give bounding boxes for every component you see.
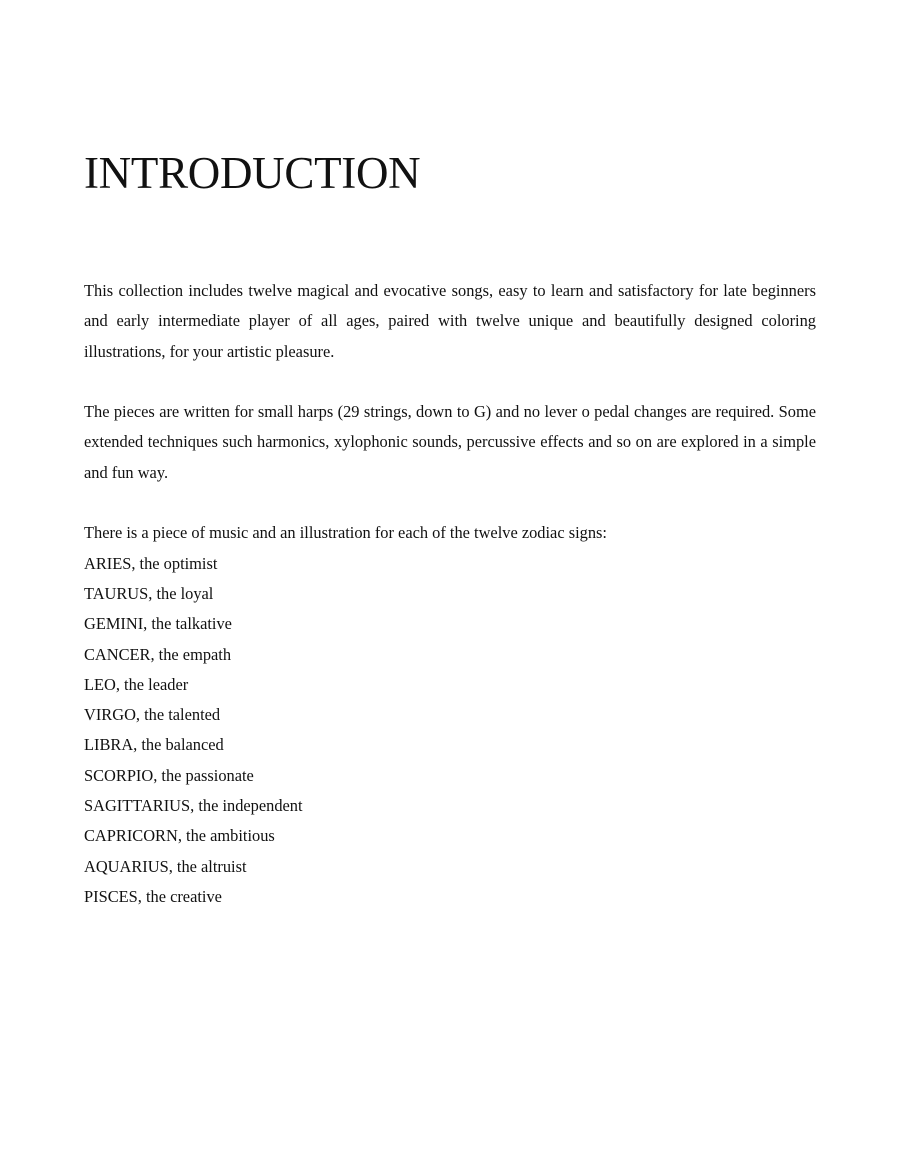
intro-paragraph-collection: This collection includes twelve magical and evocative songs, easy to learn and satisfactory for late beginners and early intermediate player of all ages, paired with twelve unique and beautifully designed coloring illustrations, for your artistic pleasure. [84, 281, 816, 361]
zodiac-sign-gemini: GEMINI, the talkative [84, 614, 232, 634]
zodiac-sign-cancer: CANCER, the empath [84, 644, 232, 664]
zodiac-sign-aquarius: AQUARIUS, the altruist [84, 856, 247, 876]
zodiac-sign-scorpio: SCORPIO, the passionate [84, 765, 254, 785]
zodiac-sign-taurus: TAURUS, the loyal [84, 583, 214, 603]
zodiac-sign-sagittarius: SAGITTARIUS, the independent [84, 796, 303, 816]
zodiac-sign-aries: ARIES, the optimist [84, 553, 218, 573]
document-body [84, 276, 816, 912]
zodiac-sign-list [84, 549, 816, 913]
page-title: INTRODUCTION [84, 148, 421, 198]
zodiac-sign-virgo: VIRGO, the talented [84, 705, 221, 725]
zodiac-sign-leo: LEO, the leader [84, 674, 189, 694]
zodiac-sign-libra: LIBRA, the balanced [84, 735, 224, 755]
zodiac-list-intro: There is a piece of music and an illustration for each of the twelve zodiac signs: [84, 523, 607, 543]
zodiac-sign-capricorn: CAPRICORN, the ambitious [84, 826, 275, 846]
zodiac-sign-pisces: PISCES, the creative [84, 886, 222, 906]
intro-paragraph-pieces: The pieces are written for small harps (29 strings, down to G) and no lever o pedal changes are required. Some extended techniques such harmonics, xylophonic sounds, percussive effects and so on are explored in a simple and fun way. [84, 402, 816, 482]
document-page [84, 0, 816, 1164]
